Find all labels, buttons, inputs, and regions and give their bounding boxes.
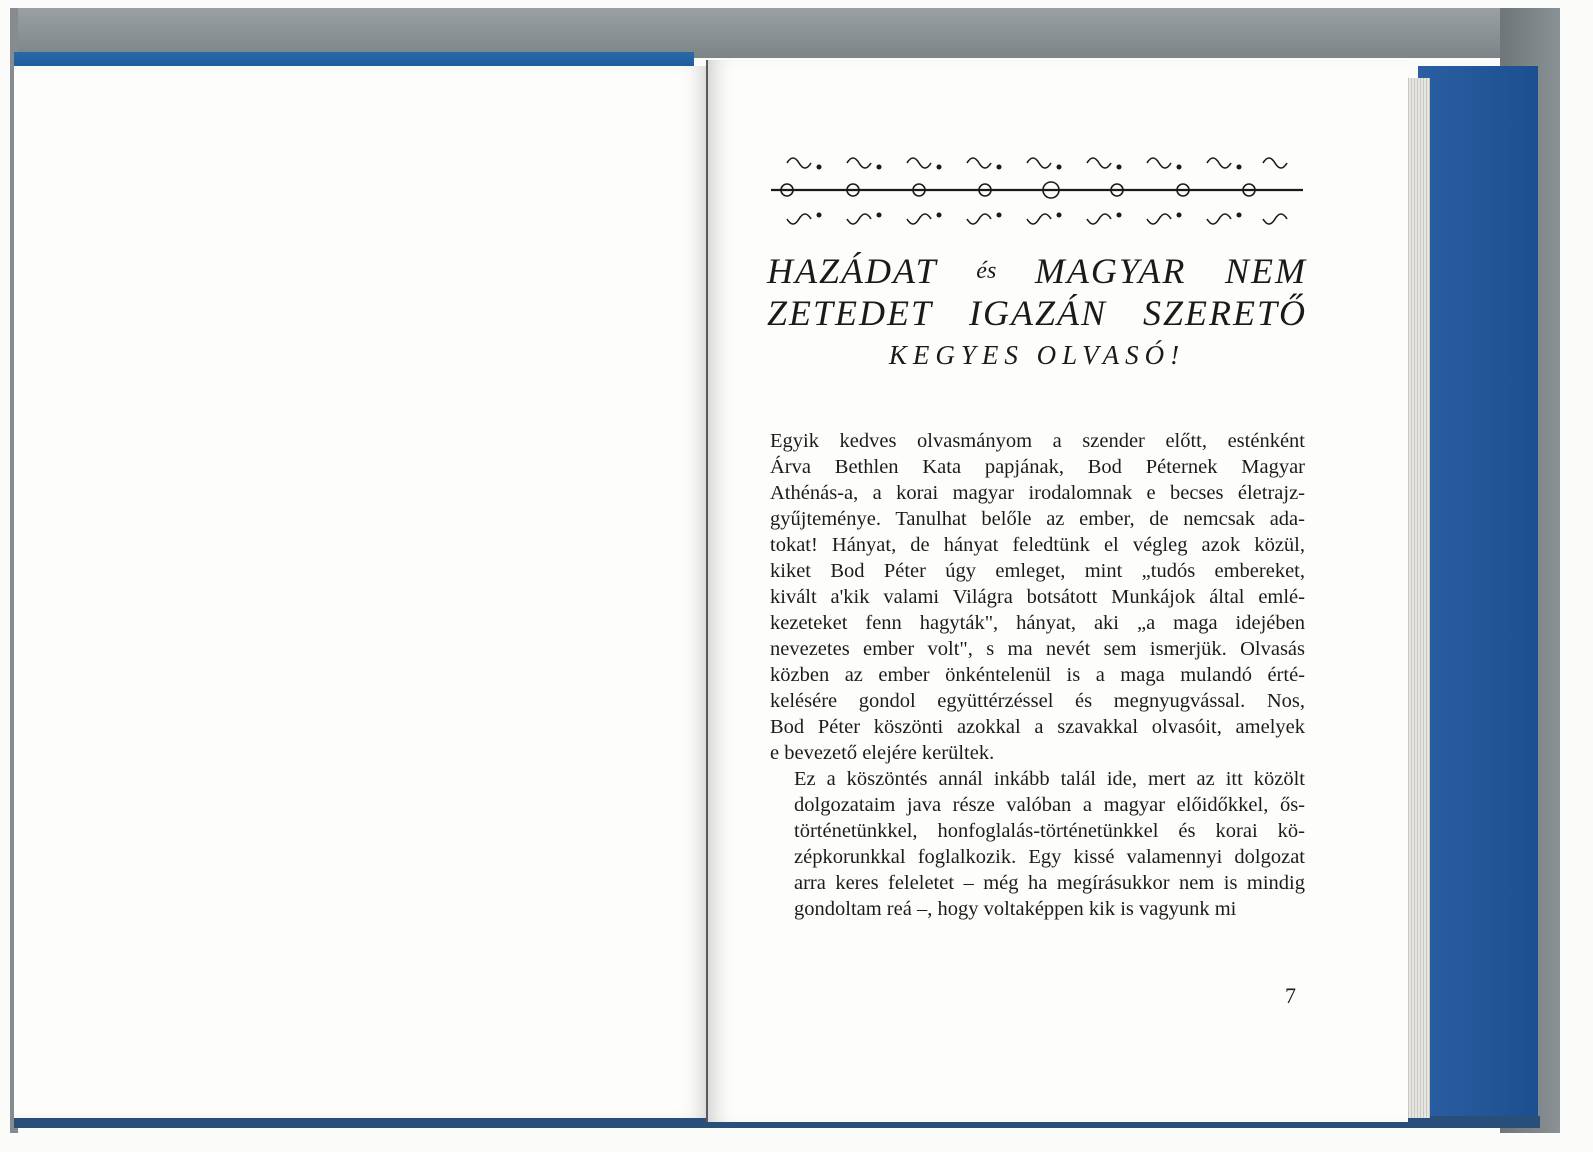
text-line: közben az ember önkéntelenül is a maga mulandó érté- [770, 664, 1305, 686]
text-line: nevezetes ember volt", s ma nevét sem ismerjük. Olvasás [770, 638, 1305, 660]
text-line: kezeteket fenn hagyták", hányat, aki „a maga idejében [770, 612, 1305, 634]
heading-line-2 [767, 292, 1307, 334]
text-line: Athénás-a, a korai magyar irodalomnak e becses életrajz- [770, 482, 1305, 504]
heading-word: és [976, 257, 997, 284]
heading-word: HAZÁDAT [767, 251, 938, 291]
text-line: dolgozataim java része valóban a magyar előidőkkel, ős- [794, 794, 1305, 816]
text-line: tokat! Hányat, de hányat feledtünk el végleg azok közül, [770, 534, 1305, 556]
heading-word: MAGYAR [1034, 251, 1187, 291]
text-line: Egyik kedves olvasmányom a szender előtt, esténként [770, 430, 1305, 452]
text-line: zépkorunkkal foglalkozik. Egy kissé valamennyi dolgozat [794, 846, 1305, 868]
heading-line-1 [767, 250, 1307, 292]
heading-line-3: KEGYES OLVASÓ! [888, 340, 1186, 370]
book-gutter [706, 60, 708, 1122]
text-line: gondoltam reá –, hogy voltaképpen kik is vagyunk mi [794, 898, 1237, 920]
paragraph-1 [770, 428, 1305, 766]
text-line: kelésére gondol együttérzéssel és megnyugvással. Nos, [770, 690, 1305, 712]
left-page [14, 66, 708, 1118]
text-line: e bevezető elejére kerültek. [770, 742, 995, 764]
text-line: kivált a'kik valami Világra botsátott Munkájok által emlé- [770, 586, 1305, 608]
text-line: arra keres feleletet – még ha megírásukkor nem is mindig [794, 872, 1305, 894]
text-line: kiket Bod Péter úgy emleget, mint „tudós embereket, [770, 560, 1305, 582]
heading-word: NEM [1224, 251, 1307, 291]
book-cover-right [1418, 66, 1538, 1124]
heading-word: IGAZÁN [969, 293, 1108, 333]
heading-word: ZETEDET [767, 293, 934, 333]
decorative-ornament-band [767, 145, 1307, 235]
paragraph-2 [770, 766, 1305, 922]
heading-word: SZERETŐ [1142, 293, 1307, 333]
page-number: 7 [1285, 983, 1296, 1008]
text-line: Ez a köszöntés annál inkább talál ide, mert az itt közölt [794, 768, 1305, 790]
text-line: Árva Bethlen Kata papjának, Bod Péternek Magyar [770, 456, 1305, 478]
scanner-edge-top [10, 8, 1560, 58]
text-line: gyűjteménye. Tanulhat belőle az ember, de nemcsak ada- [770, 508, 1305, 530]
body-text [770, 428, 1305, 922]
text-line: Bod Péter köszönti azokkal a szavakkal olvasóit, amelyek [770, 716, 1305, 738]
text-line: történetünkkel, honfoglalás-történetünkkel és korai kö- [794, 820, 1305, 842]
